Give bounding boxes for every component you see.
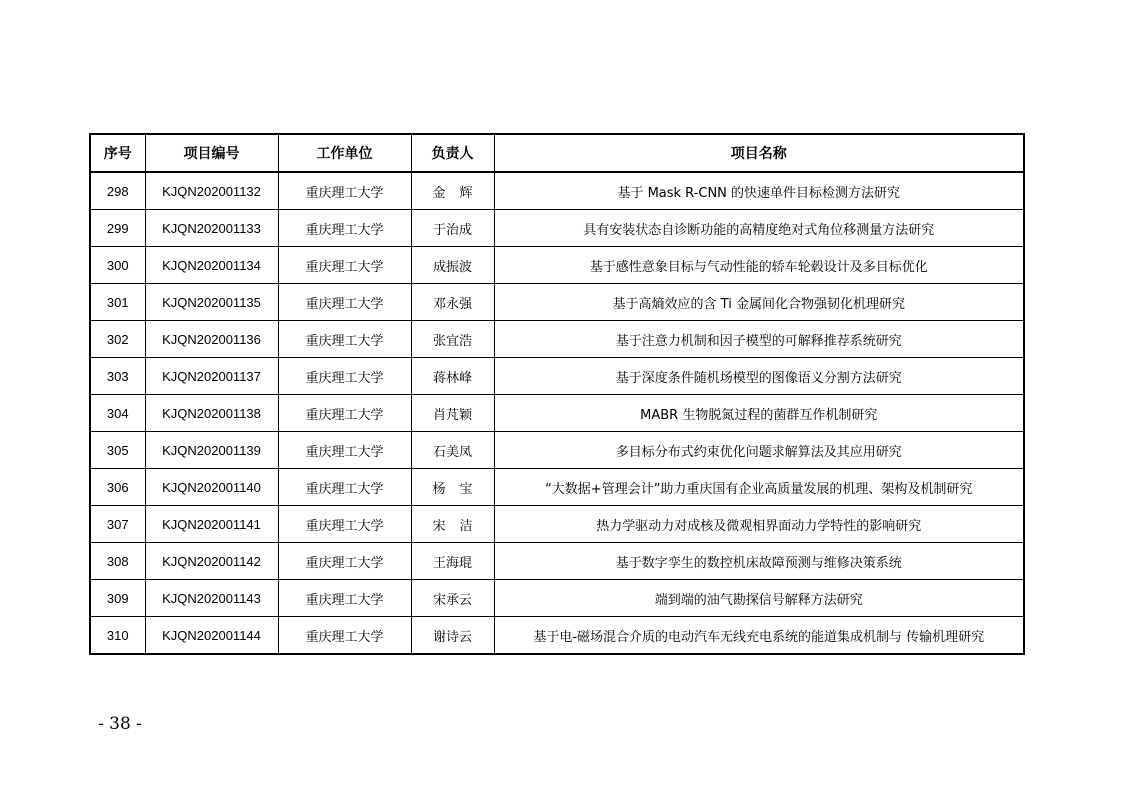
cell-leader: 金辉 — [411, 172, 494, 210]
table-row — [90, 210, 1024, 247]
cell-serial-no: 300 — [90, 247, 145, 284]
cell-leader: 成振波 — [411, 247, 494, 284]
table-row — [90, 432, 1024, 469]
table-row — [90, 617, 1024, 655]
table-row — [90, 580, 1024, 617]
table-row — [90, 395, 1024, 432]
cell-project-title: 基于注意力机制和因子模型的可解释推荐系统研究 — [494, 321, 1024, 358]
cell-leader: 张宜浩 — [411, 321, 494, 358]
cell-project-title: 基于深度条件随机场模型的图像语义分割方法研究 — [494, 358, 1024, 395]
cell-serial-no: 299 — [90, 210, 145, 247]
cell-work-unit: 重庆理工大学 — [278, 617, 411, 655]
header-project-title: 项目名称 — [494, 134, 1024, 172]
cell-serial-no: 304 — [90, 395, 145, 432]
cell-project-title: 基于电-磁场混合介质的电动汽车无线充电系统的能道集成机制与 传输机理研究 — [494, 617, 1024, 655]
page-number: - 38 - — [98, 714, 142, 734]
cell-leader: 蒋林峰 — [411, 358, 494, 395]
cell-project-title: 基于数字孪生的数控机床故障预测与维修决策系统 — [494, 543, 1024, 580]
cell-project-code: KJQN202001137 — [145, 358, 278, 395]
table-row — [90, 247, 1024, 284]
cell-project-code: KJQN202001134 — [145, 247, 278, 284]
cell-leader: 宋承云 — [411, 580, 494, 617]
cell-project-code: KJQN202001142 — [145, 543, 278, 580]
cell-serial-no: 307 — [90, 506, 145, 543]
cell-work-unit: 重庆理工大学 — [278, 395, 411, 432]
cell-work-unit: 重庆理工大学 — [278, 358, 411, 395]
cell-serial-no: 309 — [90, 580, 145, 617]
cell-serial-no: 310 — [90, 617, 145, 655]
cell-work-unit: 重庆理工大学 — [278, 543, 411, 580]
cell-serial-no: 298 — [90, 172, 145, 210]
cell-project-code: KJQN202001139 — [145, 432, 278, 469]
cell-project-code: KJQN202001133 — [145, 210, 278, 247]
table-row — [90, 358, 1024, 395]
header-work-unit: 工作单位 — [278, 134, 411, 172]
cell-leader: 邓永强 — [411, 284, 494, 321]
cell-project-title: MABR 生物脱氮过程的菌群互作机制研究 — [494, 395, 1024, 432]
cell-serial-no: 301 — [90, 284, 145, 321]
cell-project-code: KJQN202001135 — [145, 284, 278, 321]
cell-leader: 宋洁 — [411, 506, 494, 543]
cell-work-unit: 重庆理工大学 — [278, 432, 411, 469]
cell-project-code: KJQN202001140 — [145, 469, 278, 506]
header-project-code: 项目编号 — [145, 134, 278, 172]
cell-project-code: KJQN202001141 — [145, 506, 278, 543]
cell-leader: 谢诗云 — [411, 617, 494, 655]
cell-project-title: “大数据+管理会计”助力重庆国有企业高质量发展的机理、架构及机制研究 — [494, 469, 1024, 506]
header-serial-no: 序号 — [90, 134, 145, 172]
cell-project-title: 端到端的油气勘探信号解释方法研究 — [494, 580, 1024, 617]
cell-work-unit: 重庆理工大学 — [278, 469, 411, 506]
table-row — [90, 506, 1024, 543]
cell-leader: 于治成 — [411, 210, 494, 247]
cell-project-title: 具有安装状态自诊断功能的高精度绝对式角位移测量方法研究 — [494, 210, 1024, 247]
cell-work-unit: 重庆理工大学 — [278, 247, 411, 284]
table-row — [90, 543, 1024, 580]
cell-serial-no: 305 — [90, 432, 145, 469]
cell-project-title: 热力学驱动力对成核及微观相界面动力学特性的影响研究 — [494, 506, 1024, 543]
cell-project-title: 基于 Mask R-CNN 的快速单件目标检测方法研究 — [494, 172, 1024, 210]
table-row — [90, 321, 1024, 358]
cell-serial-no: 302 — [90, 321, 145, 358]
cell-serial-no: 303 — [90, 358, 145, 395]
cell-project-code: KJQN202001138 — [145, 395, 278, 432]
cell-project-code: KJQN202001143 — [145, 580, 278, 617]
cell-work-unit: 重庆理工大学 — [278, 321, 411, 358]
cell-leader: 杨宝 — [411, 469, 494, 506]
cell-work-unit: 重庆理工大学 — [278, 580, 411, 617]
cell-project-title: 基于高熵效应的含 Ti 金属间化合物强韧化机理研究 — [494, 284, 1024, 321]
cell-work-unit: 重庆理工大学 — [278, 172, 411, 210]
cell-work-unit: 重庆理工大学 — [278, 210, 411, 247]
table-row — [90, 284, 1024, 321]
table-row — [90, 469, 1024, 506]
cell-work-unit: 重庆理工大学 — [278, 506, 411, 543]
cell-serial-no: 308 — [90, 543, 145, 580]
cell-project-code: KJQN202001144 — [145, 617, 278, 655]
cell-project-title: 多目标分布式约束优化问题求解算法及其应用研究 — [494, 432, 1024, 469]
table-header-row — [90, 134, 1024, 172]
cell-leader: 肖芃颖 — [411, 395, 494, 432]
cell-project-code: KJQN202001132 — [145, 172, 278, 210]
table-row — [90, 172, 1024, 210]
cell-project-code: KJQN202001136 — [145, 321, 278, 358]
cell-leader: 石美凤 — [411, 432, 494, 469]
cell-work-unit: 重庆理工大学 — [278, 284, 411, 321]
cell-leader: 王海琨 — [411, 543, 494, 580]
header-leader: 负责人 — [411, 134, 494, 172]
cell-project-title: 基于感性意象目标与气动性能的轿车轮毂设计及多目标优化 — [494, 247, 1024, 284]
cell-serial-no: 306 — [90, 469, 145, 506]
project-table — [89, 133, 1025, 655]
